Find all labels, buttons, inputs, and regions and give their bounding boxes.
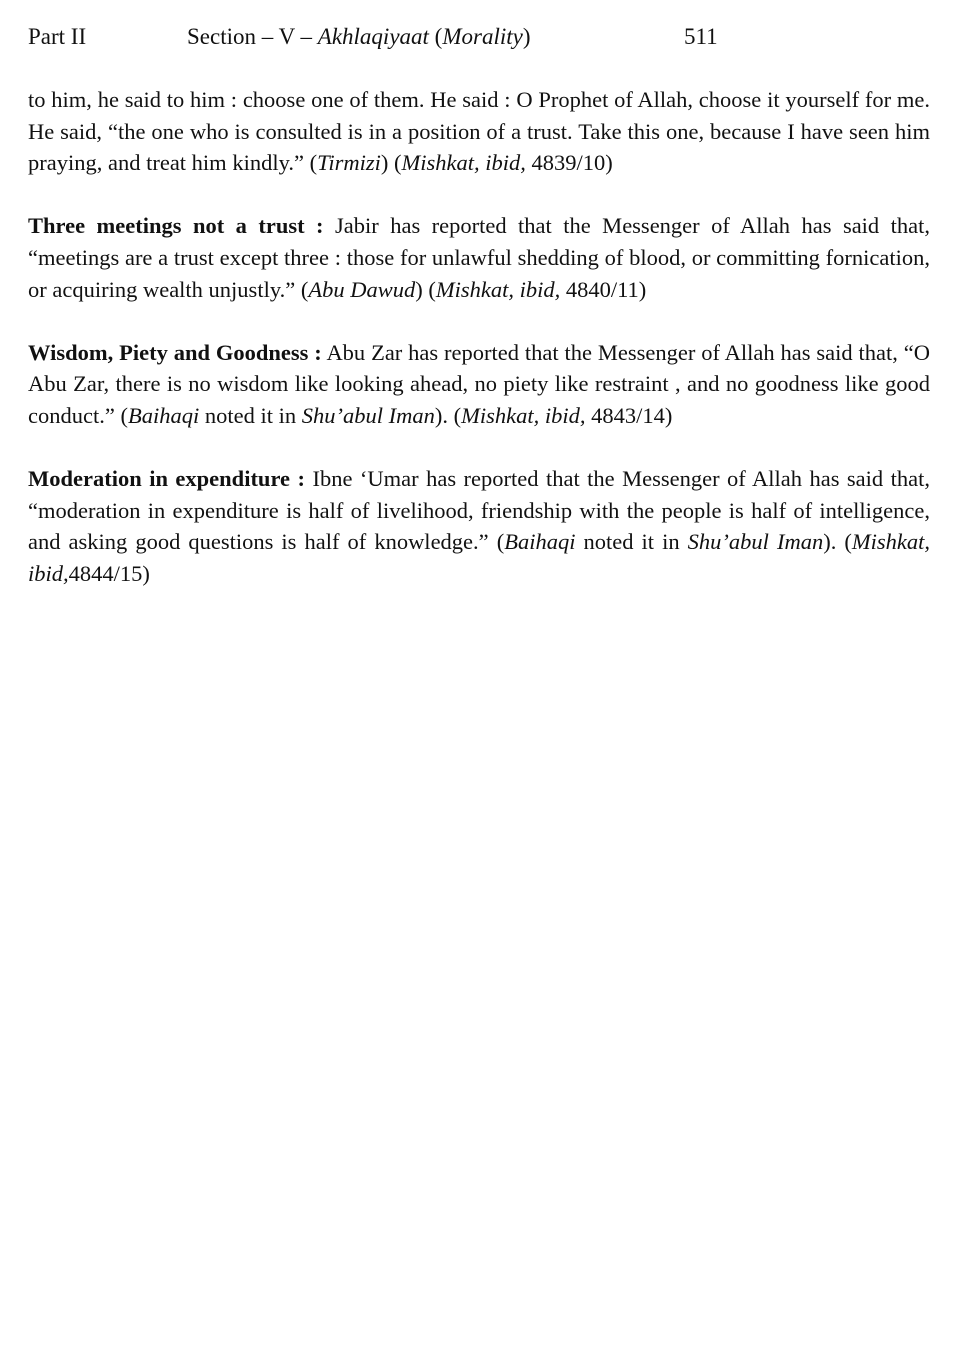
citation: Mishkat, ibid,: [461, 402, 586, 428]
paragraph-three-meetings: [28, 210, 930, 305]
section-name: Akhlaqiyaat: [317, 24, 429, 49]
citation: Baihaqi: [504, 529, 576, 555]
paragraph-text: Abu Zar has reported that the Messenger of Allah has said that, “O Abu Zar, there is no wisdom like looking ahead, no piety like restraint , and no goodness like good conduct.” (: [28, 339, 930, 428]
citation: Shu’abul Iman: [687, 529, 824, 555]
citation: Abu Dawud: [308, 276, 416, 302]
citation: Shu’abul Iman: [301, 402, 435, 428]
citation: Mishkat, ibid,: [401, 150, 526, 176]
paragraph-text: ). (: [434, 402, 462, 428]
section-prefix: Section – V –: [187, 24, 313, 49]
paragraph-wisdom: [28, 337, 930, 432]
paragraph-text: ). (: [823, 529, 852, 555]
page-body: [28, 84, 930, 621]
page-number: 511: [684, 24, 718, 49]
paragraph-text: to him, he said to him : choose one of them. He said : O Prophet of Allah, choose it yourself for me. He said, “the one who is consulted is in a position of a trust. Take this one, because I have seen him praying, and treat him kindly.” (: [28, 87, 930, 176]
paragraph-text: ) (: [415, 276, 436, 302]
citation: Tirmizi: [317, 150, 381, 176]
running-header: [28, 20, 932, 54]
citation: Mishkat, ibid,: [28, 529, 930, 586]
citation-ref: 4840/11): [560, 276, 647, 302]
citation: Baihaqi: [127, 402, 200, 428]
paragraph-text: Ibne ‘Umar has reported that the Messenger of Allah has said that, “moderation in expenditure is half of livelihood, friendship with the people is half of intelligence, and asking good questions is half of knowledge.” (: [28, 466, 931, 555]
part-label: Part II: [28, 24, 87, 49]
section-paren-open: (: [434, 24, 443, 49]
section-subtitle: Morality: [442, 24, 523, 49]
paragraph-heading: Moderation in expenditure :: [28, 466, 305, 492]
section-paren-close: ): [522, 24, 531, 49]
citation-ref: 4844/15): [68, 560, 150, 586]
paragraph-text: Jabir has reported that the Messenger of Allah has said that, “meetings are a trust except three : those for unlawful shedding of blood, or committing fornication, or acquiring wealth unjustly.” (: [28, 213, 931, 302]
paragraph-moderation: [28, 463, 930, 589]
paragraph-text: noted it in: [575, 529, 688, 555]
paragraph-continuation: [28, 84, 930, 179]
paragraph-heading: Wisdom, Piety and Goodness :: [28, 339, 322, 365]
citation: Mishkat, ibid,: [435, 276, 561, 302]
section-title: [187, 20, 531, 54]
paragraph-text: ) (: [380, 150, 402, 176]
citation-ref: 4839/10): [525, 150, 613, 176]
paragraph-text: noted it in: [199, 402, 302, 428]
paragraph-heading: Three meetings not a trust :: [28, 213, 324, 239]
citation-ref: 4843/14): [585, 402, 673, 428]
